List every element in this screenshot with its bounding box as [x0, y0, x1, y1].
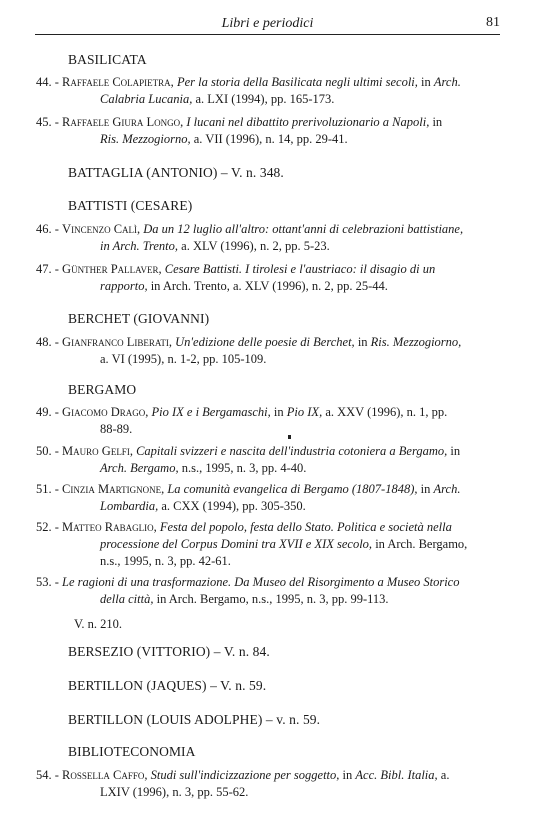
entry-author: Matteo Rabaglio,: [62, 520, 157, 534]
entry-author: Vincenzo Calì,: [62, 222, 141, 236]
entry-journal: Arch.: [433, 482, 461, 496]
bibliography-entry: 54. - Rossella Caffo, Studi sull'indicizzazione per soggetto, in Acc. Bibl. Italia, a. LXIV (1996), n. 3, pp. 55-62.: [36, 767, 500, 801]
bibliography-entry: 47. - Günther Pallaver, Cesare Battisti. I tirolesi e l'austriaco: il disagio di un rapporto, in Arch. Trento, a. XLV (1996), n. 2, pp. 25-44.: [36, 261, 500, 295]
section-heading: BATTAGLIA (ANTONIO) – V. n. 348.: [68, 165, 284, 180]
entry-details: in Arch. Trento, a. XLV (1996), n. 2, pp. 25-44.: [150, 279, 388, 293]
entry-author: Raffaele Colapietra,: [62, 75, 174, 89]
entry-continuation: [36, 784, 500, 801]
entry-title: processione del Corpus Domini tra XVII e XIX secolo,: [100, 537, 373, 551]
entry-author: Günther Pallaver,: [62, 262, 162, 276]
entry-in: in: [357, 335, 368, 349]
entry-journal: Calabria Lucania,: [100, 92, 193, 106]
entry-number: 48.: [36, 335, 52, 349]
entry-title: Da un 12 luglio all'altro: ottant'anni di celebrazioni battistiane,: [143, 222, 464, 236]
section-heading: BERCHET (GIOVANNI): [68, 311, 210, 326]
entry-title: Festa del popolo, festa dello Stato. Politica e società nella: [159, 520, 452, 534]
section-heading: BASILICATA: [68, 52, 147, 67]
entry-in: in: [432, 115, 443, 129]
entry-details: a. LXI (1994), pp. 165-173.: [195, 92, 335, 106]
entry-details: a. VII (1996), n. 14, pp. 29-41.: [193, 132, 348, 146]
entry-number: 53.: [36, 575, 52, 589]
entry-number: 50.: [36, 444, 52, 458]
entry-details: n.s., 1995, n. 3, pp. 4-40.: [181, 461, 307, 475]
entry-journal: Arch. Bergamo,: [100, 461, 179, 475]
entry-number: 52.: [36, 520, 52, 534]
entry-author: Mauro Gelfi,: [62, 444, 133, 458]
entry-in: in: [420, 482, 431, 496]
entry-title: rapporto,: [100, 279, 148, 293]
entry-title: Capitali svizzeri e nascita dell'industria cotoniera a Bergamo,: [136, 444, 448, 458]
entry-continuation: [36, 536, 500, 553]
entry-details: a. CXX (1994), pp. 305-350.: [161, 499, 306, 513]
entry-number: 46.: [36, 222, 52, 236]
entry-details: n.s., 1995, n. 3, pp. 42-61.: [100, 554, 231, 568]
entry-journal: in Arch. Trento,: [100, 239, 179, 253]
entry-number: 49.: [36, 405, 52, 419]
entry-title: Pio IX e i Bergamaschi,: [151, 405, 271, 419]
entry-continuation: [36, 460, 500, 477]
entry-title: della città,: [100, 592, 154, 606]
entry-continuation: [36, 421, 500, 438]
entry-details: a. VI (1995), n. 1-2, pp. 105-109.: [100, 352, 267, 366]
bibliography-entry: 48. - Gianfranco Liberati, Un'edizione delle poesie di Berchet, in Ris. Mezzogiorno, a. VI (1995), n. 1-2, pp. 105-109.: [36, 334, 500, 368]
entry-continuation: [36, 591, 500, 608]
entry-title: Un'edizione delle poesie di Berchet,: [175, 335, 355, 349]
bibliography-entry: 51. - Cinzia Martignone, La comunità evangelica di Bergamo (1807-1848), in Arch. Lombardia, a. CXX (1994), pp. 305-350.: [36, 481, 500, 515]
entry-details: a. XLV (1996), n. 2, pp. 5-23.: [181, 239, 330, 253]
header-rule: [35, 34, 500, 35]
entry-details: a. XXV (1996), n. 1, pp.: [325, 405, 448, 419]
bibliography-entry: 49. - Giacomo Drago, Pio IX e i Bergamaschi, in Pio IX, a. XXV (1996), n. 1, pp. 88-89.: [36, 404, 500, 438]
entry-number: 45.: [36, 115, 52, 129]
entry-continuation: [36, 498, 500, 515]
section-heading: BERGAMO: [68, 382, 137, 397]
entry-continuation: [36, 351, 500, 368]
entry-author: Gianfranco Liberati,: [62, 335, 172, 349]
entry-journal: Lombardia,: [100, 499, 159, 513]
entry-details: in Arch. Bergamo, n.s., 1995, n. 3, pp. 99-113.: [156, 592, 389, 606]
entry-journal: Ris. Mezzogiorno,: [100, 132, 191, 146]
entry-author: Cinzia Martignone,: [62, 482, 165, 496]
entry-number: 47.: [36, 262, 52, 276]
bibliography-entry: 44. - Raffaele Colapietra, Per la storia della Basilicata negli ultimi secoli, in Arch. Calabria Lucania, a. LXI (1994), pp. 165-173.: [36, 74, 500, 108]
page-header: [35, 14, 500, 36]
bibliography-entry: 46. - Vincenzo Calì, Da un 12 luglio all'altro: ottant'anni di celebrazioni battistiane, in Arch. Trento, a. XLV (1996), n. 2, pp. 5-23.: [36, 221, 500, 255]
entry-continuation: [36, 91, 500, 108]
entry-details: in Arch. Bergamo,: [375, 537, 468, 551]
entry-journal: Arch.: [433, 75, 461, 89]
entry-in: in: [273, 405, 284, 419]
entry-in: in: [342, 768, 353, 782]
entry-journal: Acc. Bibl. Italia,: [355, 768, 438, 782]
entry-journal: Ris. Mezzogiorno,: [370, 335, 462, 349]
entry-in: in: [450, 444, 461, 458]
entry-details: LXIV (1996), n. 3, pp. 55-62.: [100, 785, 249, 799]
entry-title: Studi sull'indicizzazione per soggetto,: [150, 768, 340, 782]
section-heading: BIBLIOTECONOMIA: [68, 744, 196, 759]
entry-title: Cesare Battisti. I tirolesi e l'austriaco: il disagio di un: [164, 262, 436, 276]
bibliography-entry: 53. - Le ragioni di una trasformazione. Da Museo del Risorgimento a Museo Storico della città, in Arch. Bergamo, n.s., 1995, n. 3, pp. 99-113. V. n. 210.: [36, 574, 500, 633]
entry-continuation: [36, 553, 500, 570]
entry-continuation: [36, 278, 500, 295]
entry-continuation: [36, 616, 500, 633]
entry-journal: Pio IX,: [286, 405, 323, 419]
entry-title: La comunità evangelica di Bergamo (1807-1848),: [167, 482, 418, 496]
entry-author: Raffaele Giura Longo,: [62, 115, 184, 129]
entry-continuation: [36, 238, 500, 255]
section-heading: BERSEZIO (VITTORIO) – V. n. 84.: [68, 644, 270, 659]
entry-details: a.: [440, 768, 450, 782]
print-speck: [288, 435, 291, 439]
entry-in: in: [421, 75, 431, 89]
section-heading: BATTISTI (CESARE): [68, 198, 193, 213]
entry-number: 44.: [36, 75, 52, 89]
entry-details: 88-89.: [100, 422, 133, 436]
entry-number: 51.: [36, 482, 52, 496]
entry-author: Rossella Caffo,: [62, 768, 148, 782]
bibliography-entry: 52. - Matteo Rabaglio, Festa del popolo, festa dello Stato. Politica e società nella processione del Corpus Domini tra XVII e XIX secolo, in Arch. Bergamo, n.s., 1995, n. 3, pp. 42-61.: [36, 519, 500, 570]
bibliography-entry: 45. - Raffaele Giura Longo, I lucani nel dibattito prerivoluzionario a Napoli, in Ris. Mezzogiorno, a. VII (1996), n. 14, pp. 29-41.: [36, 114, 500, 148]
entry-title: Per la storia della Basilicata negli ultimi secoli,: [176, 75, 418, 89]
running-title: Libri e periodici: [221, 16, 314, 31]
section-heading: BERTILLON (JAQUES) – V. n. 59.: [68, 678, 267, 693]
entry-number: 54.: [36, 768, 52, 782]
page-number: 81: [486, 15, 500, 30]
entry-author: Giacomo Drago,: [62, 405, 149, 419]
entry-title: I lucani nel dibattito prerivoluzionario a Napoli,: [186, 115, 430, 129]
entry-title: Le ragioni di una trasformazione. Da Museo del Risorgimento a Museo Storico: [62, 575, 460, 589]
section-heading: BERTILLON (LOUIS ADOLPHE) – v. n. 59.: [68, 712, 321, 727]
entry-details: V. n. 210.: [74, 617, 123, 631]
entry-continuation: [36, 131, 500, 148]
bibliography-entry: 50. - Mauro Gelfi, Capitali svizzeri e nascita dell'industria cotoniera a Bergamo, in Arch. Bergamo, n.s., 1995, n. 3, pp. 4-40.: [36, 443, 500, 477]
